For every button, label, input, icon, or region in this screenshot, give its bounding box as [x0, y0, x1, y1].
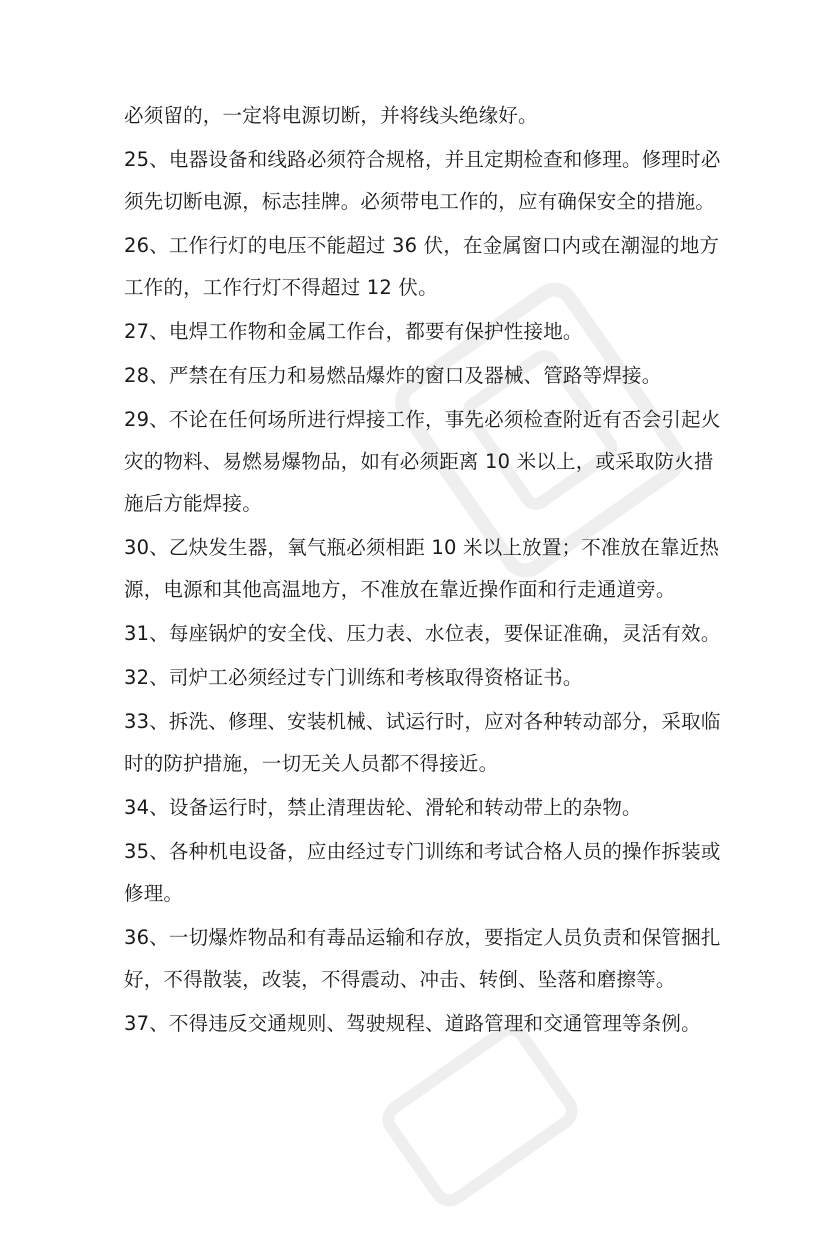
text-line: 源，电源和其他高温地方，不准放在靠近操作面和行走通道旁。 — [124, 578, 676, 601]
text-line: 27、电焊工作物和金属工作台，都要有保护性接地。 — [124, 320, 583, 343]
text-line: 修理。 — [124, 882, 184, 905]
text-line: 26、工作行灯的电压不能超过 36 伏，在金属窗口内或在潮湿的地方 — [124, 234, 720, 257]
text-line: 工作的，工作行灯不得超过 12 伏。 — [124, 276, 438, 299]
text-line: 37、不得违反交通规则、驾驶规程、道路管理和交通管理等条例。 — [124, 1012, 701, 1035]
text-line: 30、乙炔发生器，氧气瓶必须相距 10 米以上放置；不准放在靠近热 — [124, 536, 720, 559]
text-line: 灾的物料、易燃易爆物品，如有必须距离 10 米以上，或采取防火措 — [124, 450, 714, 473]
text-line: 33、拆洗、修理、安装机械、试运行时，应对各种转动部分，采取临 — [124, 710, 721, 733]
document-body — [124, 102, 721, 1038]
text-line: 必须留的，一定将电源切断，并将线头绝缘好。 — [124, 104, 538, 127]
text-line: 时的防护措施，一切无关人员都不得接近。 — [124, 752, 499, 775]
text-line: 25、电器设备和线路必须符合规格，并且定期检查和修理。修理时必 — [124, 148, 721, 171]
text-line: 34、设备运行时，禁止清理齿轮、滑轮和转动带上的杂物。 — [124, 796, 642, 819]
text-line: 28、严禁在有压力和易燃品爆炸的窗口及器械、管路等焊接。 — [124, 364, 662, 387]
text-line: 36、一切爆炸物品和有毒品运输和存放，要指定人员负责和保管捆扎 — [124, 926, 721, 949]
text-line: 35、各种机电设备，应由经过专门训练和考试合格人员的操作拆装或 — [124, 840, 721, 863]
text-line: 须先切断电源，标志挂牌。必须带电工作的，应有确保安全的措施。 — [124, 190, 716, 213]
text-line: 31、每座锅炉的安全伐、压力表、水位表，要保证准确，灵活有效。 — [124, 622, 721, 645]
text-line: 好，不得散装，改装，不得震动、冲击、转倒、坠落和磨擦等。 — [124, 968, 676, 991]
text-line: 32、司炉工必须经过专门训练和考核取得资格证书。 — [124, 666, 583, 689]
text-line: 施后方能焊接。 — [124, 492, 262, 515]
text-line: 29、不论在任何场所进行焊接工作，事先必须检查附近有否会引起火 — [124, 408, 721, 431]
